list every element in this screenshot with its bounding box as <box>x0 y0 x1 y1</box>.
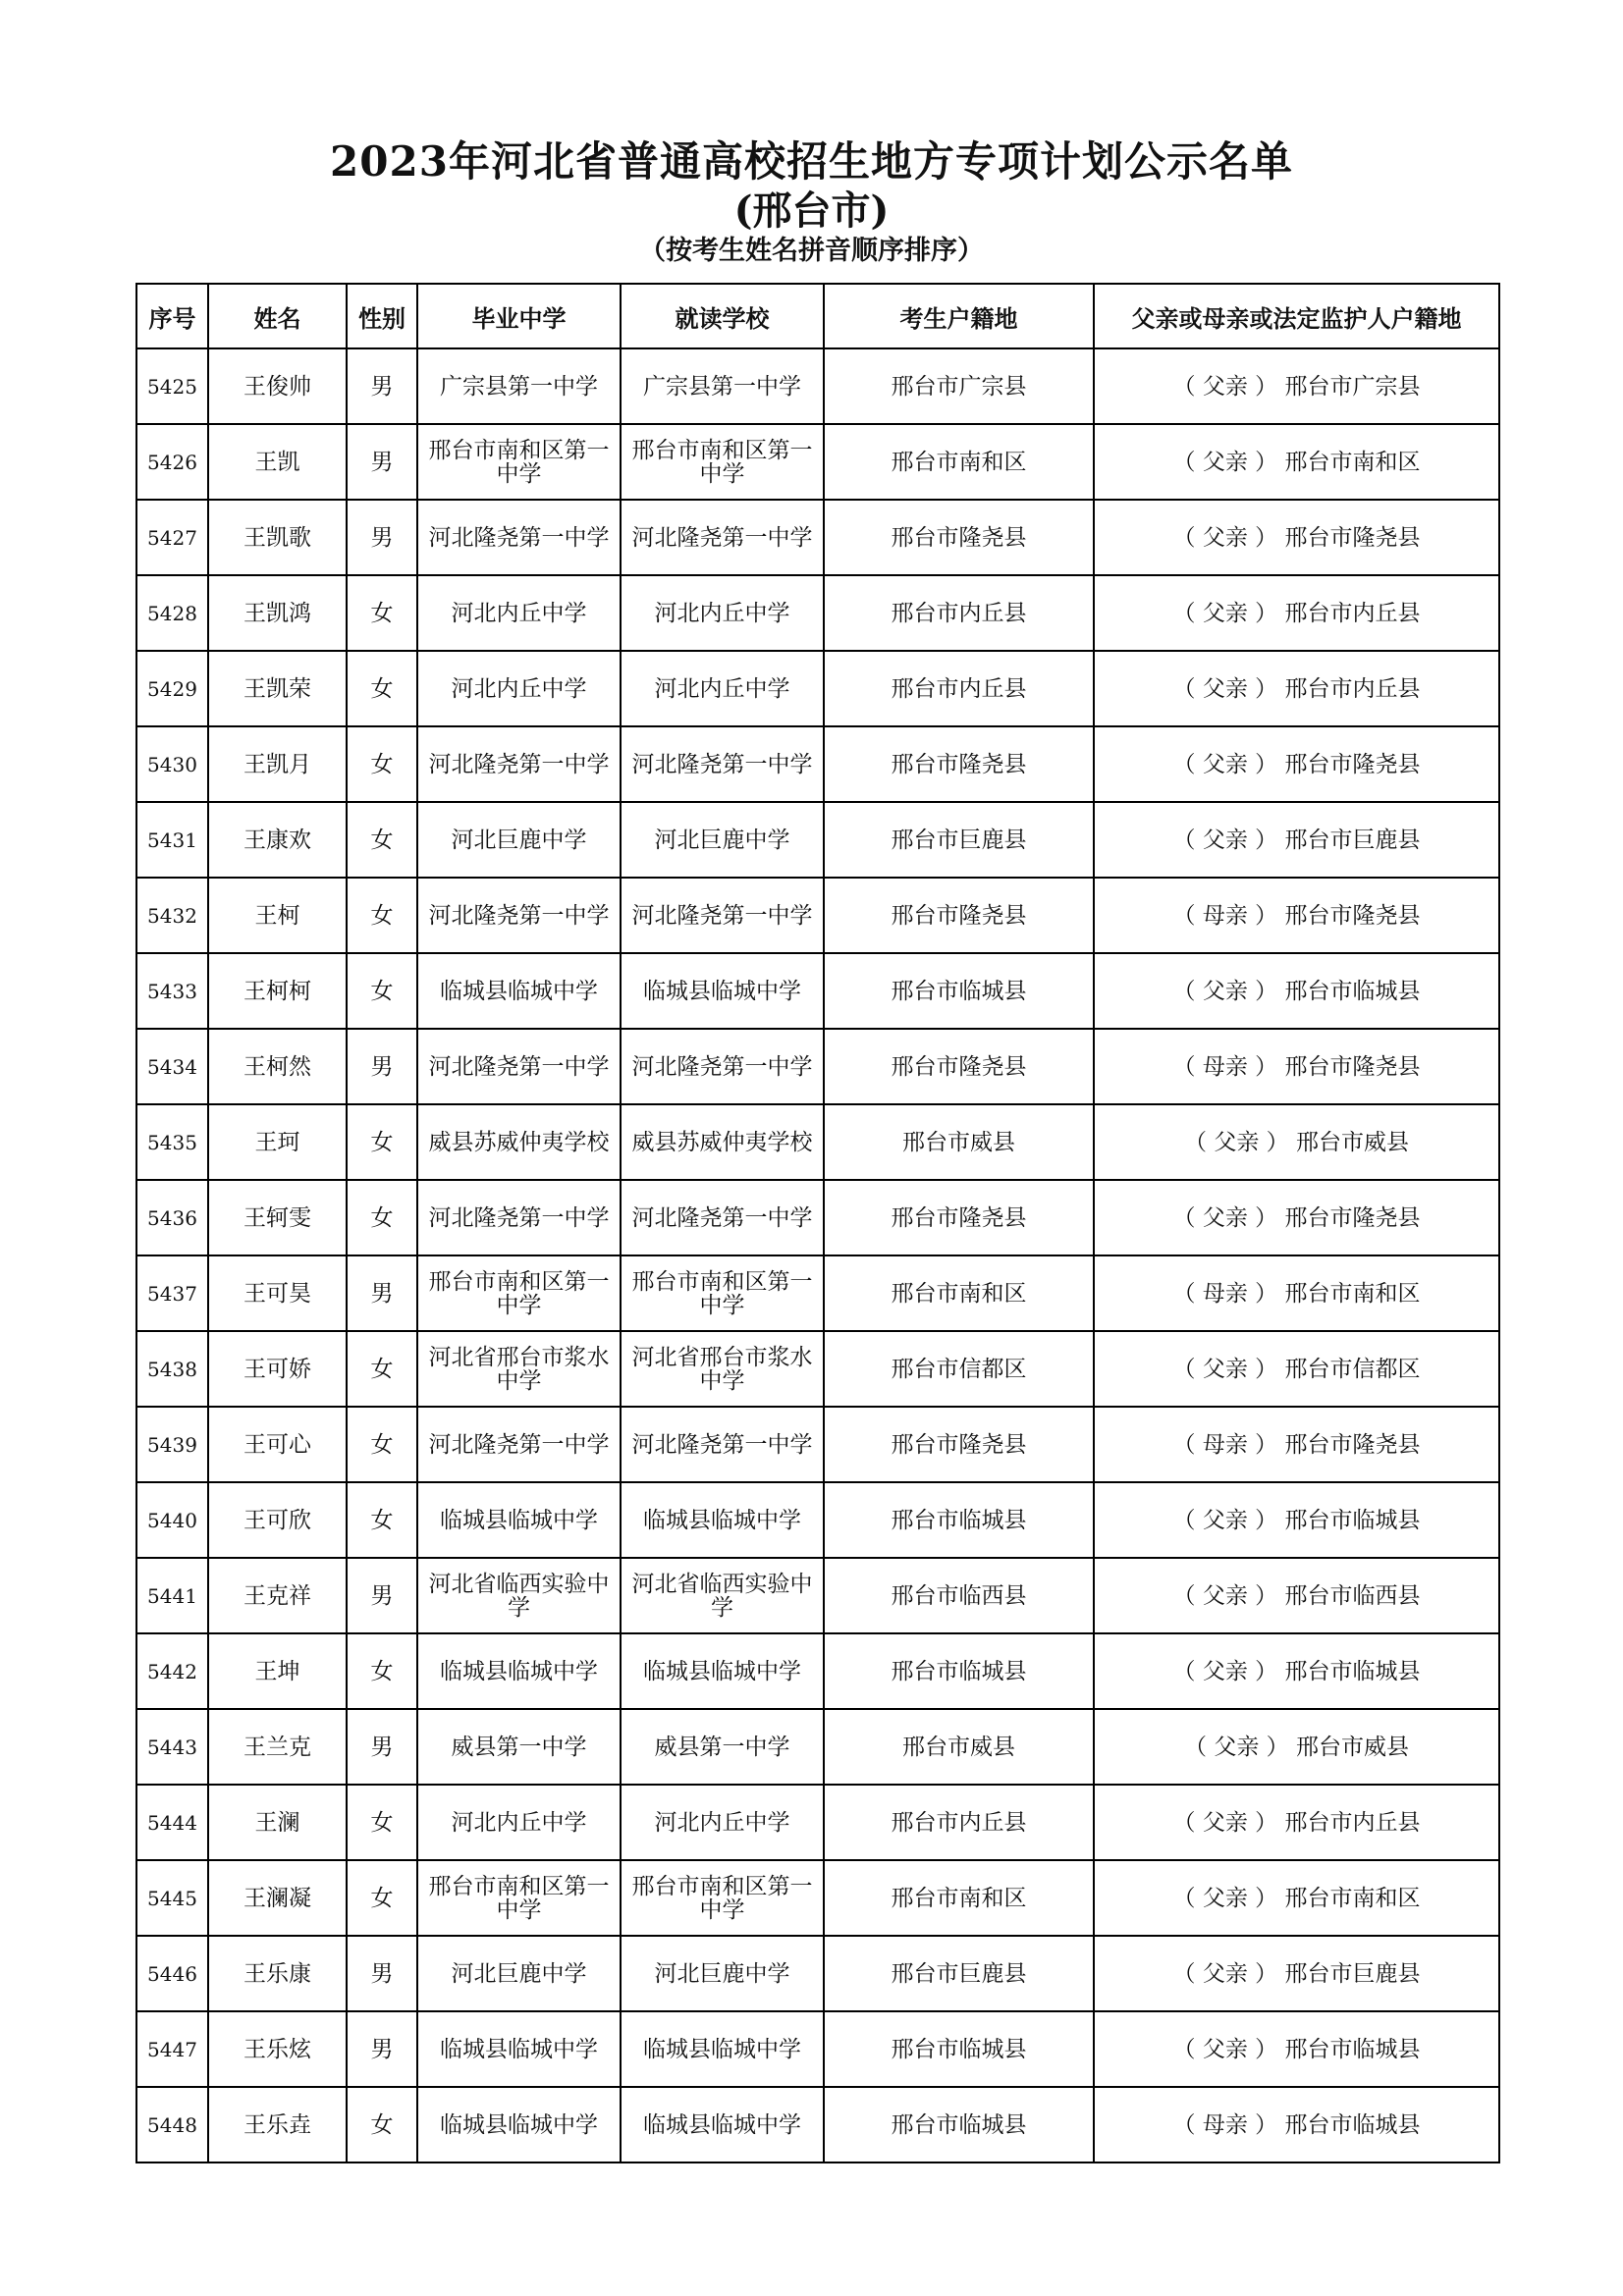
cell-household-registration: 邢台市内丘县 <box>824 1785 1094 1860</box>
guardian-location: 邢台市临西县 <box>1284 1582 1421 1609</box>
cell-current-school: 河北巨鹿中学 <box>621 1936 824 2011</box>
cell-gender: 男 <box>347 1558 417 1633</box>
cell-gender: 男 <box>347 1709 417 1785</box>
guardian-relation: 母亲 <box>1202 1280 1248 1307</box>
cell-name: 王柯然 <box>208 1029 347 1104</box>
cell-current-school: 河北隆尧第一中学 <box>621 726 824 802</box>
cell-graduation-school: 河北隆尧第一中学 <box>417 878 621 953</box>
cell-current-school: 临城县临城中学 <box>621 2087 824 2163</box>
guardian-relation: 父亲 <box>1202 978 1248 1004</box>
cell-guardian-registration: （ 母亲 ） 邢台市隆尧县 <box>1094 878 1499 953</box>
cell-household-registration: 邢台市临城县 <box>824 1633 1094 1709</box>
header-household-registration: 考生户籍地 <box>824 284 1094 348</box>
cell-gender: 男 <box>347 500 417 575</box>
cell-guardian-registration: （ 父亲 ） 邢台市广宗县 <box>1094 348 1499 424</box>
cell-index: 5435 <box>136 1104 208 1180</box>
cell-graduation-school: 河北内丘中学 <box>417 575 621 651</box>
cell-gender: 女 <box>347 575 417 651</box>
cell-current-school: 临城县临城中学 <box>621 2011 824 2087</box>
cell-index: 5439 <box>136 1407 208 1482</box>
cell-household-registration: 邢台市临城县 <box>824 953 1094 1029</box>
cell-gender: 男 <box>347 348 417 424</box>
cell-household-registration: 邢台市隆尧县 <box>824 726 1094 802</box>
cell-guardian-registration: （ 父亲 ） 邢台市巨鹿县 <box>1094 1936 1499 2011</box>
cell-index: 5437 <box>136 1255 208 1331</box>
cell-current-school: 河北巨鹿中学 <box>621 802 824 878</box>
cell-index: 5445 <box>136 1860 208 1936</box>
cell-graduation-school: 河北省邢台市浆水中学 <box>417 1331 621 1407</box>
cell-name: 王凯鸿 <box>208 575 347 651</box>
cell-graduation-school: 河北隆尧第一中学 <box>417 500 621 575</box>
cell-graduation-school: 河北巨鹿中学 <box>417 1936 621 2011</box>
guardian-location: 邢台市临城县 <box>1284 978 1421 1004</box>
cell-graduation-school: 河北巨鹿中学 <box>417 802 621 878</box>
guardian-relation: 父亲 <box>1202 449 1248 475</box>
cell-household-registration: 邢台市内丘县 <box>824 651 1094 726</box>
cell-guardian-registration: （ 父亲 ） 邢台市临西县 <box>1094 1558 1499 1633</box>
cell-name: 王凯荣 <box>208 651 347 726</box>
cell-current-school: 河北隆尧第一中学 <box>621 878 824 953</box>
cell-index: 5427 <box>136 500 208 575</box>
guardian-relation: 父亲 <box>1202 600 1248 626</box>
guardian-location: 邢台市隆尧县 <box>1284 751 1421 777</box>
table-row <box>136 953 1499 1029</box>
guardian-relation: 父亲 <box>1202 1356 1248 1382</box>
document-subtitle: (邢台市) <box>733 187 890 234</box>
cell-guardian-registration: （ 母亲 ） 邢台市南和区 <box>1094 1255 1499 1331</box>
guardian-relation: 父亲 <box>1202 373 1248 400</box>
cell-gender: 男 <box>347 1936 417 2011</box>
document-title: 2023年河北省普通高校招生地方专项计划公示名单 <box>330 137 1293 186</box>
cell-current-school: 临城县临城中学 <box>621 953 824 1029</box>
cell-current-school: 河北内丘中学 <box>621 575 824 651</box>
cell-graduation-school: 威县第一中学 <box>417 1709 621 1785</box>
guardian-relation: 父亲 <box>1214 1129 1260 1155</box>
cell-gender: 男 <box>347 424 417 500</box>
cell-household-registration: 邢台市南和区 <box>824 424 1094 500</box>
cell-gender: 女 <box>347 726 417 802</box>
guardian-location: 邢台市临城县 <box>1284 2036 1421 2062</box>
guardian-location: 邢台市内丘县 <box>1284 675 1421 702</box>
table-row <box>136 1558 1499 1633</box>
cell-graduation-school: 河北隆尧第一中学 <box>417 1407 621 1482</box>
table-row <box>136 2011 1499 2087</box>
cell-household-registration: 邢台市威县 <box>824 1709 1094 1785</box>
cell-guardian-registration: （ 母亲 ） 邢台市临城县 <box>1094 2087 1499 2163</box>
cell-name: 王克祥 <box>208 1558 347 1633</box>
cell-graduation-school: 邢台市南和区第一中学 <box>417 1860 621 1936</box>
header-guardian-registration: 父亲或母亲或法定监护人户籍地 <box>1094 284 1499 348</box>
cell-name: 王柯柯 <box>208 953 347 1029</box>
header-name: 姓名 <box>208 284 347 348</box>
guardian-location: 邢台市临城县 <box>1284 2111 1421 2138</box>
guardian-location: 邢台市巨鹿县 <box>1284 827 1421 853</box>
cell-guardian-registration: （ 父亲 ） 邢台市临城县 <box>1094 1482 1499 1558</box>
guardian-relation: 父亲 <box>1214 1734 1260 1760</box>
cell-current-school: 威县第一中学 <box>621 1709 824 1785</box>
guardian-relation: 父亲 <box>1202 675 1248 702</box>
cell-household-registration: 邢台市巨鹿县 <box>824 802 1094 878</box>
guardian-relation: 父亲 <box>1202 1204 1248 1231</box>
cell-guardian-registration: （ 父亲 ） 邢台市威县 <box>1094 1709 1499 1785</box>
cell-current-school: 威县苏威仲夷学校 <box>621 1104 824 1180</box>
cell-name: 王澜凝 <box>208 1860 347 1936</box>
cell-index: 5430 <box>136 726 208 802</box>
table-row <box>136 2087 1499 2163</box>
cell-graduation-school: 邢台市南和区第一中学 <box>417 424 621 500</box>
cell-gender: 男 <box>347 1029 417 1104</box>
cell-household-registration: 邢台市广宗县 <box>824 348 1094 424</box>
cell-current-school: 河北省邢台市浆水中学 <box>621 1331 824 1407</box>
table-row <box>136 500 1499 575</box>
cell-gender: 女 <box>347 1860 417 1936</box>
table-row <box>136 1709 1499 1785</box>
cell-index: 5448 <box>136 2087 208 2163</box>
cell-guardian-registration: （ 父亲 ） 邢台市隆尧县 <box>1094 500 1499 575</box>
table-row <box>136 1785 1499 1860</box>
cell-guardian-registration: （ 父亲 ） 邢台市威县 <box>1094 1104 1499 1180</box>
guardian-location: 邢台市南和区 <box>1284 1885 1421 1911</box>
cell-household-registration: 邢台市巨鹿县 <box>824 1936 1094 2011</box>
cell-graduation-school: 河北内丘中学 <box>417 1785 621 1860</box>
guardian-location: 邢台市信都区 <box>1284 1356 1421 1382</box>
cell-name: 王柯 <box>208 878 347 953</box>
cell-guardian-registration: （ 父亲 ） 邢台市临城县 <box>1094 1633 1499 1709</box>
cell-index: 5426 <box>136 424 208 500</box>
guardian-location: 邢台市临城县 <box>1284 1507 1421 1533</box>
guardian-location: 邢台市威县 <box>1295 1129 1409 1155</box>
table-row <box>136 802 1499 878</box>
header-gender: 性别 <box>347 284 417 348</box>
guardian-location: 邢台市隆尧县 <box>1284 1053 1421 1080</box>
cell-current-school: 河北隆尧第一中学 <box>621 500 824 575</box>
cell-household-registration: 邢台市南和区 <box>824 1860 1094 1936</box>
table-row <box>136 348 1499 424</box>
cell-guardian-registration: （ 父亲 ） 邢台市隆尧县 <box>1094 1180 1499 1255</box>
cell-name: 王凯 <box>208 424 347 500</box>
guardian-relation: 父亲 <box>1202 1507 1248 1533</box>
cell-gender: 男 <box>347 1255 417 1331</box>
table-row <box>136 1936 1499 2011</box>
guardian-location: 邢台市隆尧县 <box>1284 524 1421 551</box>
cell-household-registration: 邢台市临城县 <box>824 2087 1094 2163</box>
cell-name: 王乐炫 <box>208 2011 347 2087</box>
table-row <box>136 424 1499 500</box>
cell-gender: 女 <box>347 953 417 1029</box>
cell-name: 王轲雯 <box>208 1180 347 1255</box>
cell-gender: 女 <box>347 1407 417 1482</box>
table-row <box>136 1255 1499 1331</box>
cell-current-school: 广宗县第一中学 <box>621 348 824 424</box>
guardian-location: 邢台市内丘县 <box>1284 600 1421 626</box>
cell-name: 王坤 <box>208 1633 347 1709</box>
guardian-relation: 父亲 <box>1202 2036 1248 2062</box>
table-row <box>136 1482 1499 1558</box>
cell-index: 5438 <box>136 1331 208 1407</box>
guardian-location: 邢台市威县 <box>1295 1734 1409 1760</box>
cell-guardian-registration: （ 父亲 ） 邢台市内丘县 <box>1094 575 1499 651</box>
cell-index: 5432 <box>136 878 208 953</box>
cell-guardian-registration: （ 父亲 ） 邢台市巨鹿县 <box>1094 802 1499 878</box>
cell-gender: 女 <box>347 2087 417 2163</box>
table-row <box>136 1860 1499 1936</box>
guardian-relation: 父亲 <box>1202 1658 1248 1684</box>
cell-graduation-school: 河北隆尧第一中学 <box>417 726 621 802</box>
guardian-relation: 父亲 <box>1202 1885 1248 1911</box>
cell-index: 5446 <box>136 1936 208 2011</box>
cell-name: 王俊帅 <box>208 348 347 424</box>
cell-household-registration: 邢台市南和区 <box>824 1255 1094 1331</box>
guardian-relation: 母亲 <box>1202 902 1248 929</box>
header-current-school: 就读学校 <box>621 284 824 348</box>
guardian-location: 邢台市临城县 <box>1284 1658 1421 1684</box>
table-header-row <box>136 284 1499 348</box>
cell-name: 王澜 <box>208 1785 347 1860</box>
cell-household-registration: 邢台市隆尧县 <box>824 500 1094 575</box>
cell-household-registration: 邢台市内丘县 <box>824 575 1094 651</box>
table-row <box>136 651 1499 726</box>
cell-name: 王可欣 <box>208 1482 347 1558</box>
cell-graduation-school: 河北省临西实验中学 <box>417 1558 621 1633</box>
cell-gender: 女 <box>347 1331 417 1407</box>
guardian-relation: 母亲 <box>1202 1053 1248 1080</box>
table-row <box>136 726 1499 802</box>
cell-name: 王可娇 <box>208 1331 347 1407</box>
cell-index: 5433 <box>136 953 208 1029</box>
cell-index: 5428 <box>136 575 208 651</box>
cell-name: 王可昊 <box>208 1255 347 1331</box>
guardian-relation: 父亲 <box>1202 524 1248 551</box>
cell-household-registration: 邢台市临城县 <box>824 2011 1094 2087</box>
cell-guardian-registration: （ 母亲 ） 邢台市隆尧县 <box>1094 1029 1499 1104</box>
guardian-relation: 父亲 <box>1202 1809 1248 1836</box>
cell-graduation-school: 河北隆尧第一中学 <box>417 1029 621 1104</box>
guardian-relation: 父亲 <box>1202 751 1248 777</box>
guardian-relation: 父亲 <box>1202 827 1248 853</box>
cell-household-registration: 邢台市隆尧县 <box>824 1180 1094 1255</box>
cell-name: 王乐康 <box>208 1936 347 2011</box>
cell-guardian-registration: （ 父亲 ） 邢台市临城县 <box>1094 953 1499 1029</box>
cell-gender: 女 <box>347 1482 417 1558</box>
cell-guardian-registration: （ 父亲 ） 邢台市内丘县 <box>1094 1785 1499 1860</box>
cell-index: 5447 <box>136 2011 208 2087</box>
table-row <box>136 1029 1499 1104</box>
cell-household-registration: 邢台市临西县 <box>824 1558 1094 1633</box>
cell-index: 5429 <box>136 651 208 726</box>
cell-graduation-school: 威县苏威仲夷学校 <box>417 1104 621 1180</box>
cell-guardian-registration: （ 父亲 ） 邢台市南和区 <box>1094 424 1499 500</box>
cell-graduation-school: 临城县临城中学 <box>417 953 621 1029</box>
cell-graduation-school: 临城县临城中学 <box>417 1482 621 1558</box>
cell-current-school: 河北内丘中学 <box>621 651 824 726</box>
cell-graduation-school: 临城县临城中学 <box>417 2011 621 2087</box>
table-row <box>136 1331 1499 1407</box>
cell-household-registration: 邢台市隆尧县 <box>824 878 1094 953</box>
cell-graduation-school: 邢台市南和区第一中学 <box>417 1255 621 1331</box>
guardian-location: 邢台市南和区 <box>1284 449 1421 475</box>
table-row <box>136 1407 1499 1482</box>
guardian-location: 邢台市隆尧县 <box>1284 902 1421 929</box>
cell-guardian-registration: （ 父亲 ） 邢台市临城县 <box>1094 2011 1499 2087</box>
cell-current-school: 河北内丘中学 <box>621 1785 824 1860</box>
sort-note: （按考生姓名拼音顺序排序） <box>639 236 984 266</box>
guardian-location: 邢台市内丘县 <box>1284 1809 1421 1836</box>
cell-name: 王乐垚 <box>208 2087 347 2163</box>
cell-index: 5444 <box>136 1785 208 1860</box>
guardian-location: 邢台市隆尧县 <box>1284 1204 1421 1231</box>
cell-gender: 女 <box>347 1633 417 1709</box>
cell-graduation-school: 广宗县第一中学 <box>417 348 621 424</box>
cell-current-school: 河北隆尧第一中学 <box>621 1407 824 1482</box>
cell-graduation-school: 河北隆尧第一中学 <box>417 1180 621 1255</box>
cell-graduation-school: 临城县临城中学 <box>417 1633 621 1709</box>
cell-current-school: 河北隆尧第一中学 <box>621 1180 824 1255</box>
cell-gender: 男 <box>347 2011 417 2087</box>
table-row <box>136 575 1499 651</box>
candidate-table <box>135 283 1500 2163</box>
cell-gender: 女 <box>347 1785 417 1860</box>
cell-index: 5440 <box>136 1482 208 1558</box>
cell-current-school: 邢台市南和区第一中学 <box>621 424 824 500</box>
cell-current-school: 河北隆尧第一中学 <box>621 1029 824 1104</box>
guardian-location: 邢台市广宗县 <box>1284 373 1421 400</box>
cell-guardian-registration: （ 父亲 ） 邢台市信都区 <box>1094 1331 1499 1407</box>
cell-guardian-registration: （ 父亲 ） 邢台市隆尧县 <box>1094 726 1499 802</box>
guardian-relation: 父亲 <box>1202 1960 1248 1987</box>
guardian-relation: 母亲 <box>1202 2111 1248 2138</box>
cell-guardian-registration: （ 父亲 ） 邢台市南和区 <box>1094 1860 1499 1936</box>
cell-gender: 女 <box>347 802 417 878</box>
table-row <box>136 1633 1499 1709</box>
cell-index: 5431 <box>136 802 208 878</box>
cell-index: 5443 <box>136 1709 208 1785</box>
cell-gender: 女 <box>347 651 417 726</box>
cell-index: 5434 <box>136 1029 208 1104</box>
cell-name: 王可心 <box>208 1407 347 1482</box>
cell-index: 5442 <box>136 1633 208 1709</box>
cell-name: 王凯月 <box>208 726 347 802</box>
header-graduation-school: 毕业中学 <box>417 284 621 348</box>
cell-name: 王兰克 <box>208 1709 347 1785</box>
cell-guardian-registration: （ 母亲 ） 邢台市隆尧县 <box>1094 1407 1499 1482</box>
cell-current-school: 河北省临西实验中学 <box>621 1558 824 1633</box>
cell-guardian-registration: （ 父亲 ） 邢台市内丘县 <box>1094 651 1499 726</box>
cell-graduation-school: 临城县临城中学 <box>417 2087 621 2163</box>
cell-index: 5441 <box>136 1558 208 1633</box>
table-row <box>136 1180 1499 1255</box>
cell-index: 5436 <box>136 1180 208 1255</box>
cell-graduation-school: 河北内丘中学 <box>417 651 621 726</box>
cell-current-school: 邢台市南和区第一中学 <box>621 1255 824 1331</box>
cell-gender: 女 <box>347 1180 417 1255</box>
cell-gender: 女 <box>347 1104 417 1180</box>
cell-household-registration: 邢台市信都区 <box>824 1331 1094 1407</box>
cell-household-registration: 邢台市隆尧县 <box>824 1029 1094 1104</box>
cell-name: 王康欢 <box>208 802 347 878</box>
guardian-relation: 母亲 <box>1202 1431 1248 1458</box>
table-row <box>136 878 1499 953</box>
cell-current-school: 临城县临城中学 <box>621 1633 824 1709</box>
cell-household-registration: 邢台市临城县 <box>824 1482 1094 1558</box>
cell-current-school: 邢台市南和区第一中学 <box>621 1860 824 1936</box>
guardian-relation: 父亲 <box>1202 1582 1248 1609</box>
cell-household-registration: 邢台市威县 <box>824 1104 1094 1180</box>
cell-name: 王珂 <box>208 1104 347 1180</box>
cell-household-registration: 邢台市隆尧县 <box>824 1407 1094 1482</box>
cell-gender: 女 <box>347 878 417 953</box>
cell-index: 5425 <box>136 348 208 424</box>
cell-current-school: 临城县临城中学 <box>621 1482 824 1558</box>
guardian-location: 邢台市南和区 <box>1284 1280 1421 1307</box>
guardian-location: 邢台市隆尧县 <box>1284 1431 1421 1458</box>
guardian-location: 邢台市巨鹿县 <box>1284 1960 1421 1987</box>
header-index: 序号 <box>136 284 208 348</box>
cell-name: 王凯歌 <box>208 500 347 575</box>
table-row <box>136 1104 1499 1180</box>
